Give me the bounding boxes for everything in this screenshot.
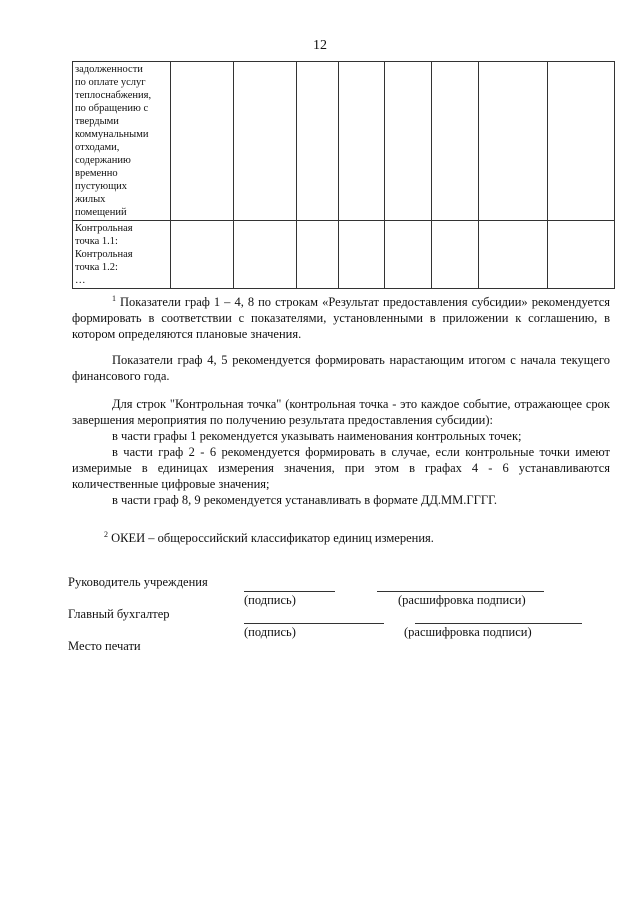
table-cell [297,221,339,289]
paragraph-control-points-text: Для строк "Контрольная точка" (контрольная точка - это каждое событие, отражающее срок завершения мероприятия по получению результата предоставления субсидии): [72,397,610,427]
footnote-1-marker: 1 [112,294,116,303]
head-decoding-line [377,591,544,592]
table-cell [234,221,297,289]
paragraph-control-points [72,396,610,508]
accountant-label: Главный бухгалтер [68,607,170,621]
table-cell [339,62,385,221]
table-cell [479,62,548,221]
paragraph-cumulative-text: Показатели граф 4, 5 рекомендуется формировать нарастающим итогом с начала текущего финансового года. [72,353,610,383]
table-cell [385,62,432,221]
table-cell [432,62,479,221]
footnote-1-text: Показатели граф 1 – 4, 8 по строкам «Результат предоставления субсидии» рекомендуется формировать в соответствии с показателями, установленными в приложении к соглашению, в котором определяются плановые значения. [72,295,610,341]
table-cell [548,62,615,221]
table-row [73,62,615,221]
head-decoding-caption: (расшифровка подписи) [398,593,526,607]
table-cell-label: Контрольная точка 1.1: Контрольная точка 1.2: … [73,221,171,289]
head-signature-line [244,591,335,592]
accountant-signature-caption: (подпись) [244,625,296,639]
accountant-decoding-caption: (расшифровка подписи) [404,625,532,639]
accountant-decoding-line [415,623,582,624]
footnote-2-marker: 2 [104,530,108,539]
head-signature-caption: (подпись) [244,593,296,607]
footnote-2 [104,530,610,546]
footnote-1 [72,294,610,342]
accountant-signature-line [244,623,384,624]
head-label: Руководитель учреждения [68,575,208,589]
table-cell [171,62,234,221]
page-number: 12 [313,38,327,53]
paragraph-columns-2-6: в части граф 2 - 6 рекомендуется формировать в случае, если контрольные точки имеют измеримые в единицах измерения значения, при этом в графах 4 - 6 устанавливаются количественные цифровые значения; [72,445,610,491]
table-row [73,221,615,289]
table-cell [339,221,385,289]
paragraph-column-1: в части графы 1 рекомендуется указывать наименования контрольных точек; [112,429,522,443]
table-cell-label: задолженности по оплате услуг теплоснабжения, по обращению с твердыми коммунальными отходами, содержанию временно пустующих жилых помещений [73,62,171,221]
table-cell [548,221,615,289]
table-cell [385,221,432,289]
paragraph-cumulative [72,352,610,384]
table-cell [432,221,479,289]
seal-label: Место печати [68,639,141,653]
table-cell [234,62,297,221]
table-cell [479,221,548,289]
table-cell [171,221,234,289]
footnote-2-text: ОКЕИ – общероссийский классификатор единиц измерения. [108,531,434,545]
paragraph-columns-8-9: в части граф 8, 9 рекомендуется устанавливать в формате ДД.ММ.ГГГГ. [112,493,498,507]
data-table [72,61,615,289]
table-cell [297,62,339,221]
